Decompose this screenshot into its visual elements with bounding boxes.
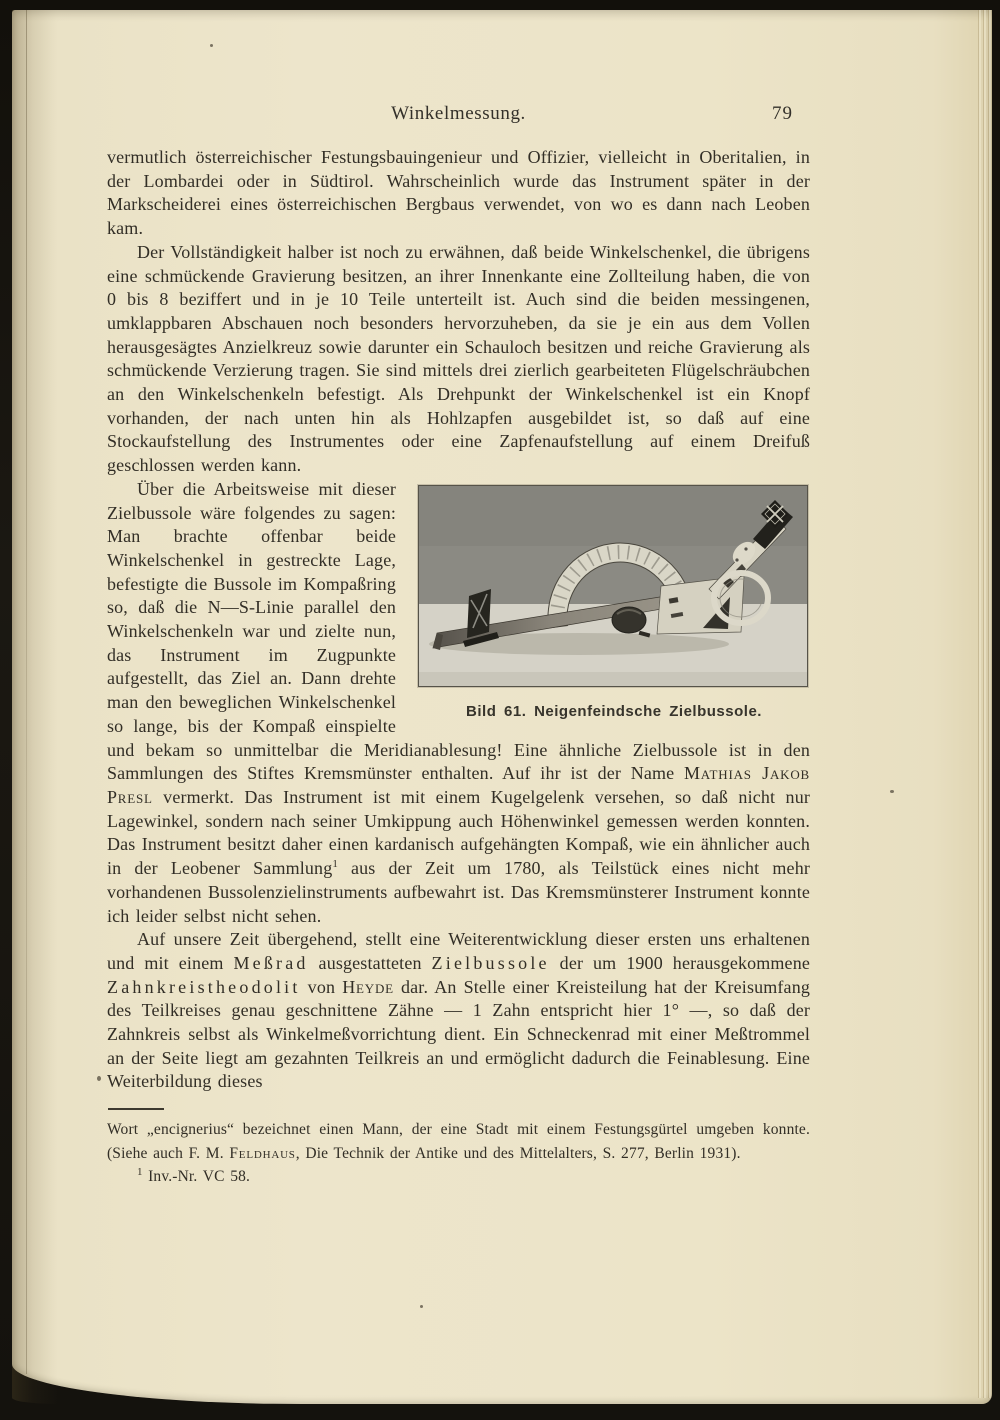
instrument-photo-figure [418,485,810,724]
footnote-rule [108,1108,164,1110]
text-block [107,146,810,1189]
paragraph-3: Über die Arbeitsweise mit dieser Zielbussole wäre folgendes zu sagen: Man brachte offenbar beide Winkelschenkel in gestreckte Lage, befestigte die Bussole im Kompaßring so, daß die N—S-Linie parallel den Winkelschenkeln war und zielte nun, das Instrument im Zugpunkte aufgestellt, das Ziel an. Dann drehte man den beweglichen Winkelschenkel so lange, bis der Kompaß einspielte und bekam so unmittelbar die Meridianablesung! Eine ähnliche Zielbussole ist in den Sammlungen des Stiftes Kremsmünster enthalten. Auf ihr ist der Name Mathias Jakob Presl vermerkt. Das Instrument ist mit einem Kugelgelenk versehen, so daß nicht nur Lagewinkel, sondern nach seiner Umkippung auch Höhenwinkel gemessen werden konnten. Das Instrument besitzt daher einen kardanisch aufgehängten Kompaß, wie ein ähnlicher auch in der Leobener Sammlung$^1$ aus der Zeit um 1780, als Teilstück eines nicht mehr vorhandenen Bussolenzielinstruments aufbewahrt ist. Das Kremsmünsterer Instrument konnte ich leider selbst nicht sehen. [107,478,810,926]
gutter-crease [26,10,27,1374]
scan-speck [210,44,213,47]
scan-speck [420,1305,423,1308]
paragraph-4: Auf unsere Zeit übergehend, stellt eine Weiterentwicklung dieser ersten uns erhaltenen und mit einem Meßrad ausgestatteten Zielbussole der um 1900 herausgekommene Zahnkreistheodolit von Heyde dar. An Stelle einer Kreisteilung hat der Kreisumfang des Teilkreises genau geschnittene Zähne — 1 Zahn entspricht hier 1° —, so daß der Zahnkreis selbst als Winkelmeßvorrichtung dient. Ein Schneckenrad mit einer Meßtrommel an der Seite liegt am gezahnten Teilkreis an und ermöglicht dadurch die Feinablesung. Eine Weiterbildung dieses [107,929,810,1092]
footnote-1: $^1$ Inv.-Nr. VC 58. [137,1165,251,1186]
paragraph-1: vermutlich österreichischer Festungsbauingenieur und Offizier, vielleicht in Oberitalien, in der Lombardei oder in Südtirol. Wahrscheinlich wurde das Instrument später in der Markscheiderei eines österreichischen Bergbaus verwendet, von wo es dann nach Leoben kam. [107,147,810,239]
book-page [12,10,992,1404]
running-head [107,103,810,129]
scan-speck [97,1076,101,1081]
figure-caption: Bild 61. Neigenfeindsche Zielbussole. [466,702,762,720]
scan-speck [890,790,894,793]
paragraph-2: Der Vollständigkeit halber ist noch zu erwähnen, daß beide Winkelschenkel, die übrigens eine schmückende Gravierung besitzen, an ihrer Innenkante eine Zollteilung haben, die von 0 bis 8 beziffert und in je 10 Teile unterteilt ist. Auch sind die beiden messingenen, umklappbaren Abschauen noch besonders hervorzuheben, da sie je ein aus dem Vollen herausgesägtes Anzielkreuz sowie darunter ein Schauloch besitzen und reiche Gravierung als schmückende Verzierung tragen. Sie sind mittels drei zierlich gearbeiteten Flügelschräubchen an den Winkelschenkeln befestigt. Als Drehpunkt der Winkelschenkel ist ein Knopf vorhanden, der nach unten hin als Hohlzapfen ausgebildet ist, so daß auf eine Stockaufstellung des Instrumentes oder eine Zapfenaufstellung auf einem Dreifuß geschlossen werden kann. [107,241,810,476]
zielbussole-illustration [419,486,807,686]
instrument-photo [418,485,808,687]
footnote-continuation: Wort „encignerius“ bezeichnet einen Mann, der eine Stadt mit einem Festungsgürtel umgeben konnte. (Siehe auch F. M. Feldhaus, Die Technik der Antike und des Mittelalters, S. 277, Berlin 1931). [107,1121,810,1162]
page-edge-stack [976,10,992,1398]
gutter-shadow [12,10,58,1404]
page-number: 79 [772,103,793,124]
running-head-title: Winkelmessung. [391,103,526,124]
